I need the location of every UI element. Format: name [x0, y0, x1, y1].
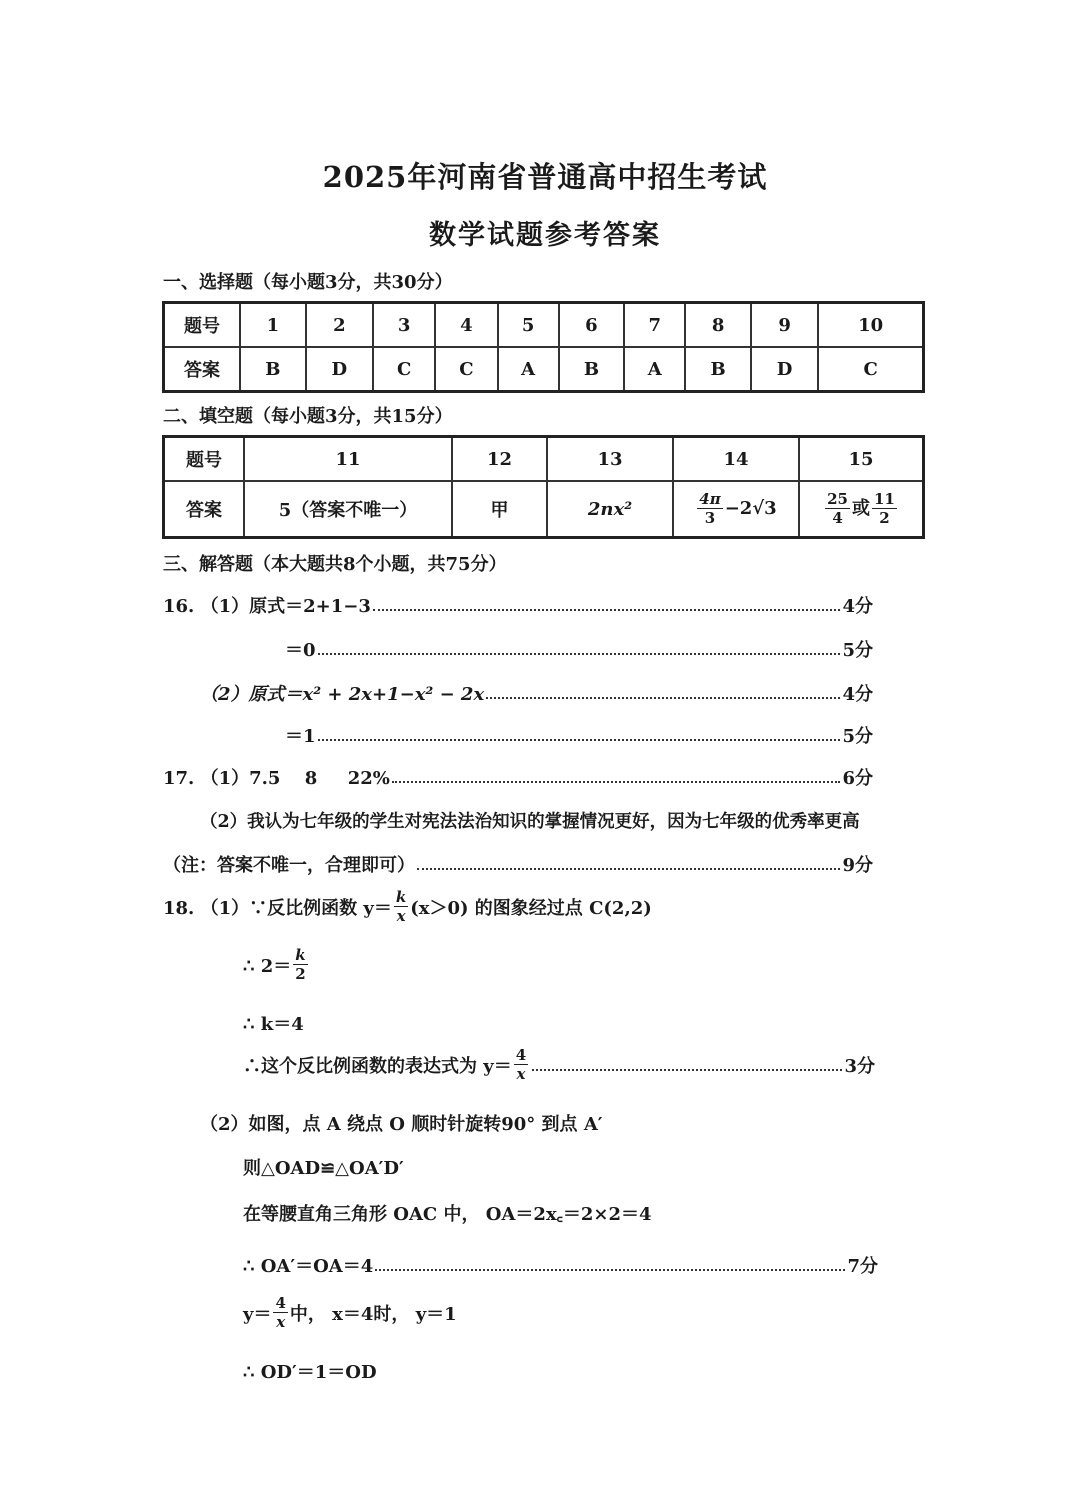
question-number: 6: [559, 303, 625, 348]
q18-step3: ∴这个反比例函数的表达式为 y＝ $\frac{4}{x}$ 3分: [243, 1046, 875, 1083]
answer-cell: C: [818, 347, 923, 392]
fraction: $\frac{4\pi}{3}$: [699, 490, 721, 527]
question-number: 4: [435, 303, 497, 348]
score-points: 9分: [842, 855, 873, 876]
fraction: $\frac{25}{4}$: [827, 490, 848, 527]
answer-cell: C: [435, 347, 497, 392]
q18-part2-line2: 则△OAD≌△OA′D′: [243, 1158, 404, 1179]
question-number: 12: [452, 437, 547, 482]
leader-dots: [417, 868, 840, 870]
score-points: 3分: [844, 1056, 875, 1077]
question-number: 1: [240, 303, 306, 348]
leader-dots: [373, 609, 841, 611]
leader-dots: [318, 653, 841, 655]
section2-heading: 二、填空题（每小题3分，共15分）: [163, 406, 453, 427]
leader-dots: [392, 781, 841, 783]
row-label: 题号: [164, 303, 241, 348]
score-points: 6分: [842, 768, 873, 789]
question-number: 2: [306, 303, 373, 348]
q18-part2-line1: （2）如图，点 A 绕点 O 顺时针旋转90° 到点 A′: [200, 1114, 603, 1135]
leader-dots: [486, 697, 840, 699]
row-label: 答案: [164, 481, 245, 538]
question-number: 10: [818, 303, 923, 348]
document-title: 2025年河南省普通高中招生考试: [322, 160, 768, 194]
fraction: $\frac{k}{x}$: [395, 888, 407, 925]
answer-cell-q12: 甲: [452, 481, 547, 538]
q18-part2-line6: ∴ OD′＝1＝OD: [243, 1362, 377, 1383]
table-row: [164, 437, 924, 482]
fraction: $\frac{11}{2}$: [874, 490, 895, 527]
score-points: 7分: [847, 1256, 878, 1277]
question-number: 15: [799, 437, 924, 482]
score-points: 4分: [842, 596, 873, 617]
q18-part1-line: 18. （1）∵反比例函数 y＝ $\frac{k}{x}$ (x＞0) 的图象经过点 C(2,2): [163, 888, 652, 925]
fraction: $\frac{4}{x}$: [275, 1294, 286, 1331]
question-number: 3: [373, 303, 435, 348]
q17-part2-text: （2）我认为七年级的学生对宪法法治知识的掌握情况更好，因为七年级的优秀率更高: [200, 812, 860, 832]
multiple-choice-answer-table: [162, 301, 925, 393]
q17-part2-note: （注：答案不唯一，合理即可） 9分: [163, 851, 873, 877]
answer-cell: A: [624, 347, 685, 392]
answer-cell: C: [373, 347, 435, 392]
question-number: 7: [624, 303, 685, 348]
answer-cell: B: [685, 347, 751, 392]
q16-part1-result: ＝0 5分: [285, 636, 873, 662]
section3-heading: 三、解答题（本大题共8个小题，共75分）: [163, 554, 507, 575]
table-row: [164, 481, 924, 538]
fraction: $\frac{k}{2}$: [295, 946, 306, 983]
q16-part2-line: （2）原式＝x² + 2x+1−x² − 2x 4分: [200, 680, 873, 706]
answer-cell: B: [559, 347, 625, 392]
answer-cell: D: [306, 347, 373, 392]
fill-in-answer-table: [162, 435, 925, 539]
q18-step2: ∴ k＝4: [243, 1014, 304, 1035]
q18-part2-line5: y＝ $\frac{4}{x}$ 中， x＝4时， y＝1: [243, 1294, 457, 1331]
q18-part2-line3: 在等腰直角三角形 OAC 中， OA＝2x꜀＝2×2＝4: [243, 1204, 652, 1225]
answer-cell: D: [751, 347, 818, 392]
question-number: 13: [547, 437, 673, 482]
score-points: 4分: [842, 684, 873, 705]
fraction: $\frac{4}{x}$: [515, 1046, 527, 1083]
question-number: 14: [673, 437, 799, 482]
row-label: 题号: [164, 437, 245, 482]
q18-step1: ∴ 2＝ $\frac{k}{2}$: [243, 946, 306, 983]
answer-cell-q15: $\frac{25}{4}$ 或 $\frac{11}{2}$: [799, 481, 924, 538]
section1-heading: 一、选择题（每小题3分，共30分）: [163, 272, 453, 293]
q17-part1-line: 17. （1）7.5 8 22% 6分: [163, 764, 873, 790]
question-number: 9: [751, 303, 818, 348]
document-subtitle: 数学试题参考答案: [429, 220, 661, 251]
leader-dots: [318, 739, 841, 741]
question-number: 5: [498, 303, 559, 348]
answer-cell-q13: 2nx²: [547, 481, 673, 538]
leader-dots: [375, 1269, 845, 1271]
answer-cell-q14: $\frac{4\pi}{3}$ −2√3: [673, 481, 799, 538]
question-number: 8: [685, 303, 751, 348]
score-points: 5分: [842, 726, 873, 747]
table-row: [164, 303, 924, 348]
table-row: [164, 347, 924, 392]
answer-cell: B: [240, 347, 306, 392]
score-points: 5分: [842, 640, 873, 661]
q16-part2-result: ＝1 5分: [285, 722, 873, 748]
q18-part2-line4: ∴ OA′＝OA＝4 7分: [243, 1252, 878, 1278]
answer-cell-q11: 5（答案不唯一）: [244, 481, 452, 538]
leader-dots: [532, 1069, 842, 1071]
question-number: 11: [244, 437, 452, 482]
q16-part1-line: 16. （1）原式＝2+1−3 4分: [163, 592, 873, 618]
answer-cell: A: [498, 347, 559, 392]
row-label: 答案: [164, 347, 241, 392]
